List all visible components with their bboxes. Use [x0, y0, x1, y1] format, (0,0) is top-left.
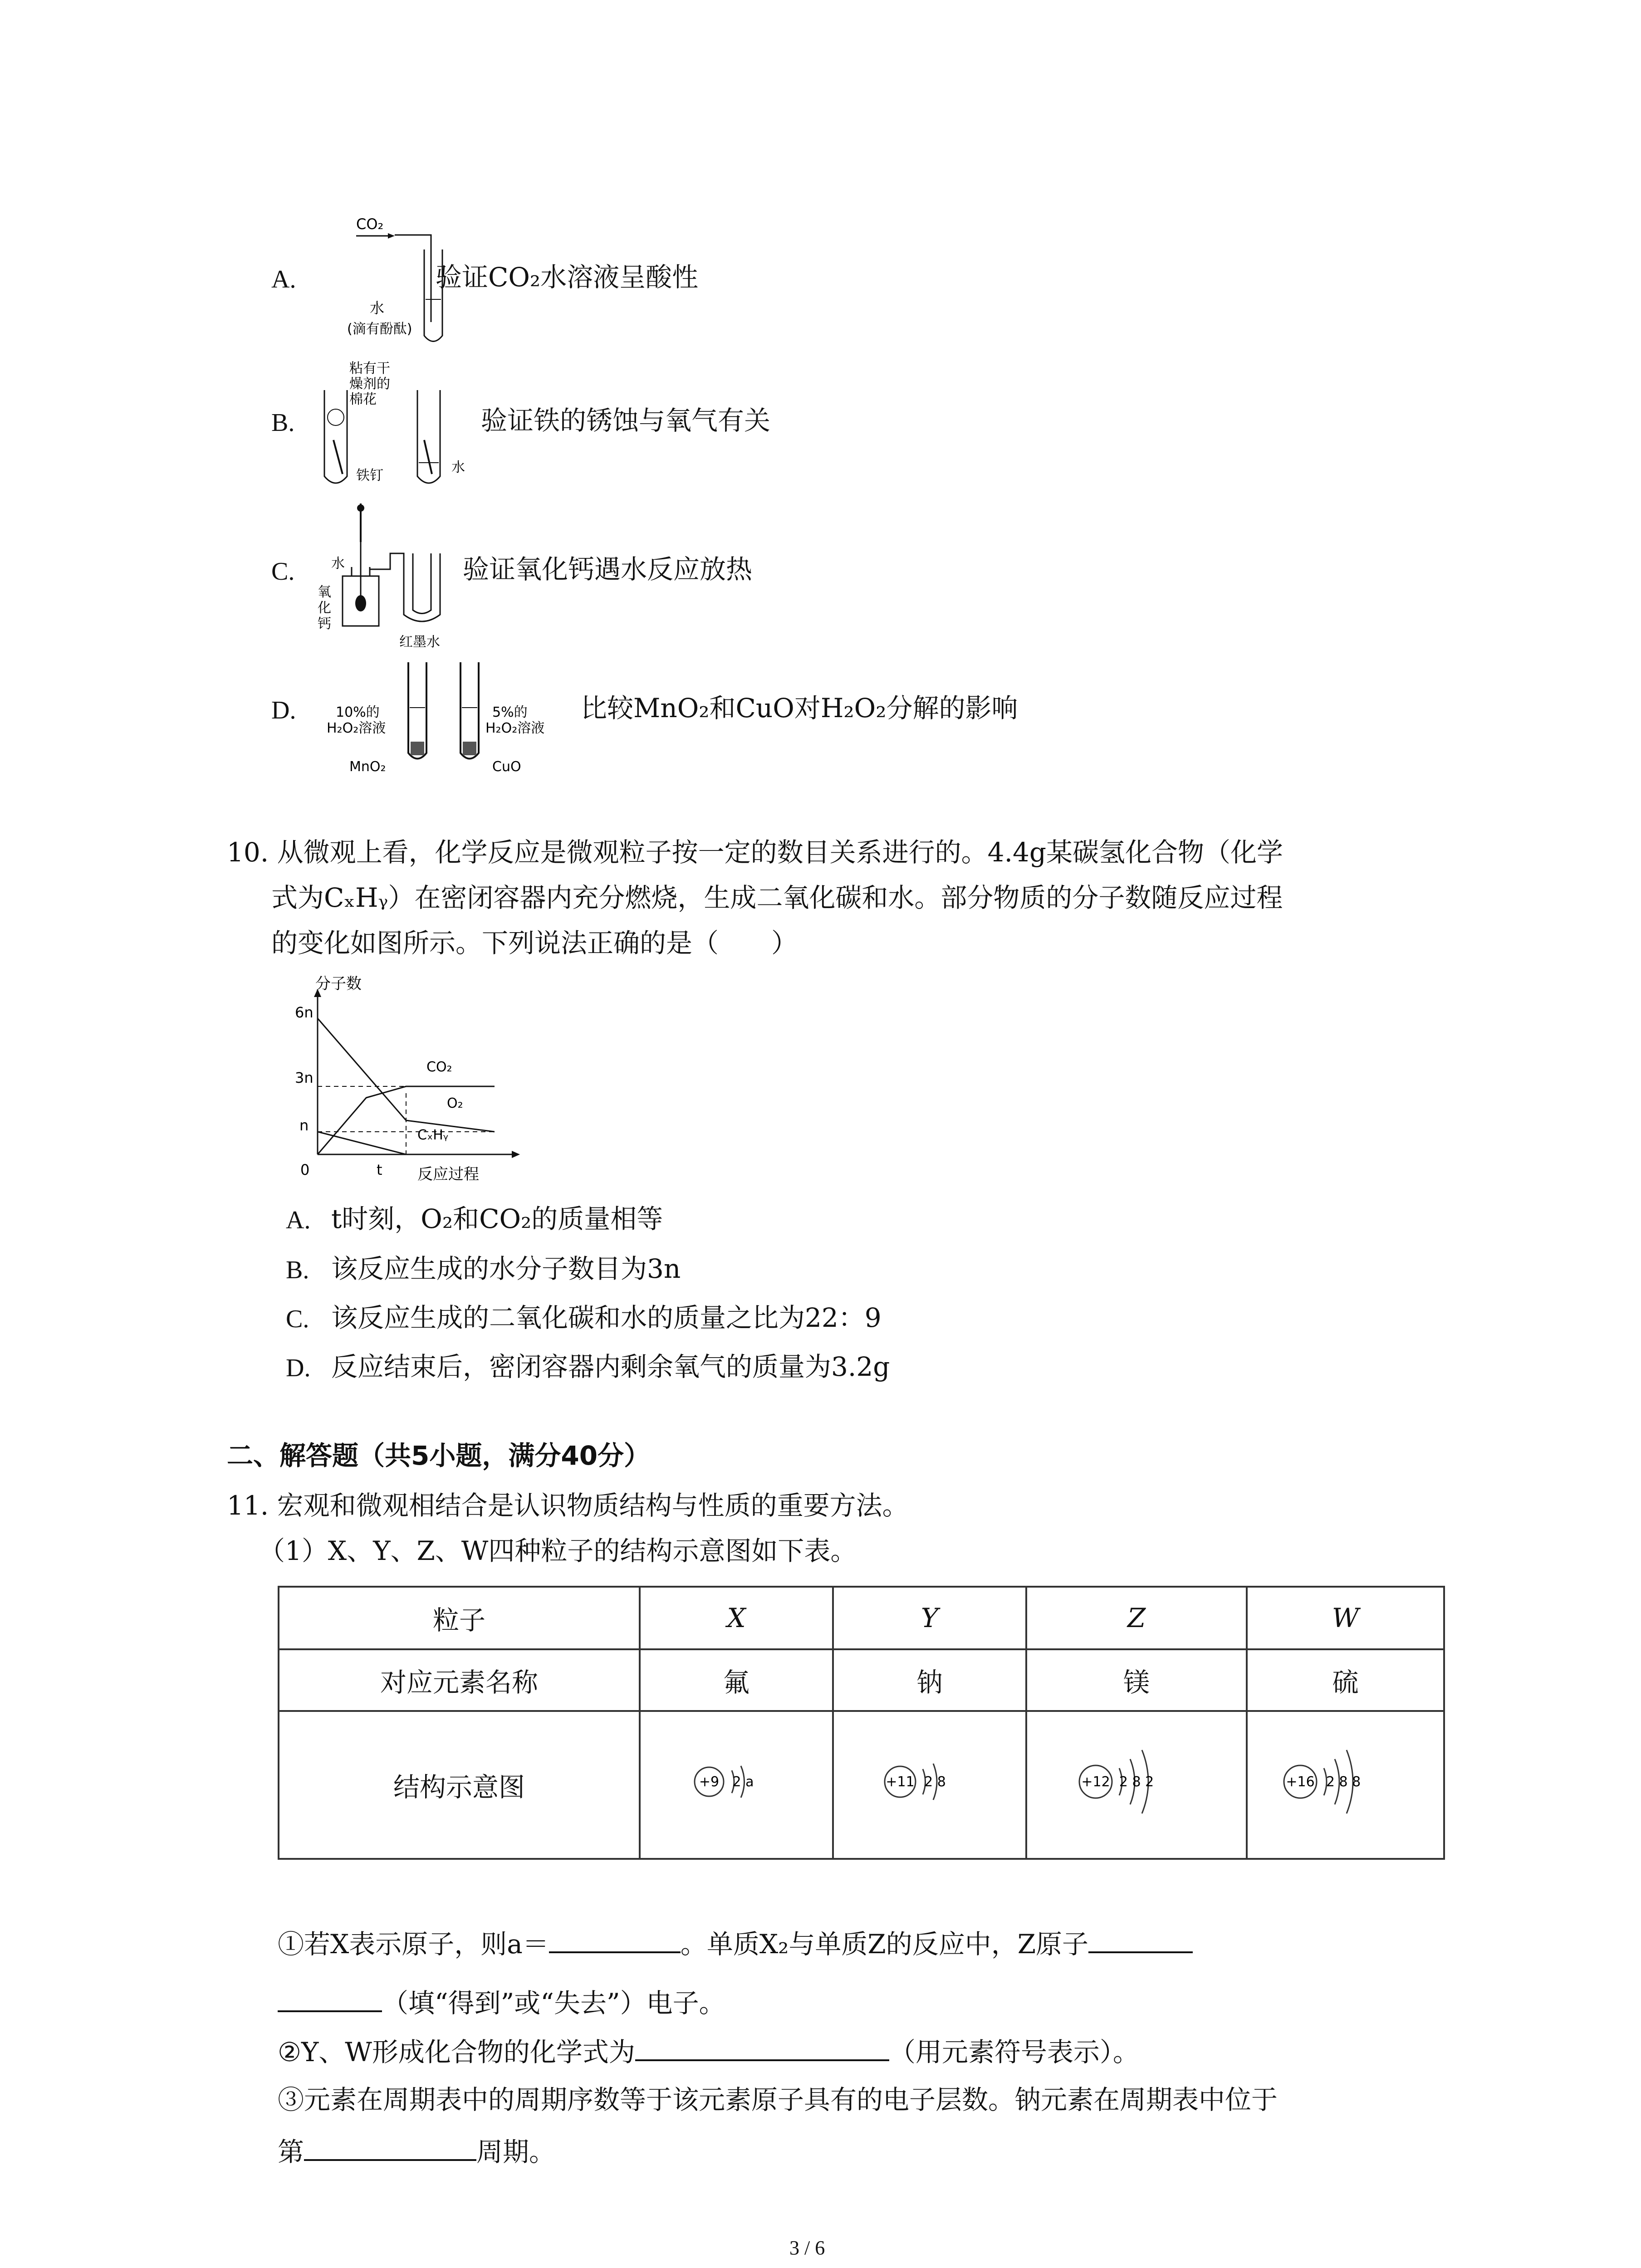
molecule-count-chart [268, 971, 522, 1188]
q11-sub3-line2: 第 周期。 [278, 2136, 556, 2167]
figure-b-iron-rust [309, 358, 481, 494]
option-d-text: 比较MnO₂和CuO对H₂O₂分解的影响 [581, 693, 1018, 723]
structure-diagram-z [1026, 1711, 1247, 1859]
q10-stem-line1: 10. 从微观上看，化学反应是微观粒子按一定的数目关系进行的。4.4g某碳氢化合物（化学 [227, 837, 1283, 868]
chart-ytick-n: n [299, 1117, 309, 1134]
particle-table [278, 1586, 1445, 1860]
svg-text:5%的: 5%的 [492, 704, 528, 720]
option-b-letter: B. [271, 409, 295, 437]
table-header-particle: 粒子 [279, 1587, 640, 1649]
option-b-text: 验证铁的锈蚀与氧气有关 [481, 405, 771, 436]
blank-formula[interactable] [635, 2037, 889, 2061]
svg-text:钙: 钙 [318, 616, 331, 632]
option-c-letter: C. [271, 557, 295, 586]
page-number: 3 / 6 [789, 2237, 825, 2259]
svg-text:粘有干: 粘有干 [349, 361, 390, 376]
figure-c-cao-heat [318, 499, 472, 653]
blank-period[interactable] [304, 2136, 476, 2161]
svg-text:燥剂的: 燥剂的 [349, 376, 390, 392]
svg-text:2 8 2: 2 8 2 [1119, 1774, 1154, 1790]
svg-text:2 8 8: 2 8 8 [1326, 1774, 1361, 1790]
q10-option-d-text: 反应结束后，密闭容器内剩余氧气的质量为3.2g [331, 1351, 890, 1382]
chart-legend-co2: CO₂ [426, 1059, 452, 1075]
table-row-element-name: 对应元素名称 [279, 1649, 640, 1711]
svg-text:+16: +16 [1285, 1774, 1315, 1790]
table-header-x: X [640, 1587, 833, 1649]
q10-option-b-letter: B. [286, 1256, 309, 1284]
svg-text:+11: +11 [886, 1774, 915, 1790]
blank-z-electron-2[interactable] [278, 1988, 382, 2012]
chart-ytick-3n: 3n [295, 1069, 314, 1086]
chart-x-arrow [512, 1151, 520, 1158]
svg-text:铁钉: 铁钉 [356, 468, 383, 484]
element-name-na: 钠 [833, 1649, 1026, 1711]
svg-text:棉花: 棉花 [349, 391, 377, 407]
chart-legend-cxhy: CₓHᵧ [417, 1127, 448, 1143]
q10-option-a-letter: A. [286, 1206, 311, 1234]
q10-stem-line3: 的变化如图所示。下列说法正确的是（ ） [271, 928, 798, 958]
chart-ytick-6n: 6n [295, 1004, 314, 1021]
structure-diagram-w [1247, 1711, 1444, 1859]
svg-text:氧: 氧 [318, 584, 331, 600]
svg-text:化: 化 [318, 600, 331, 616]
q11-part1: （1）X、Y、Z、W四种粒子的结构示意图如下表。 [259, 1535, 857, 1566]
blank-z-electron-1[interactable] [1088, 1929, 1193, 1953]
q11-sub1-line1: ①若X表示原子，则a＝ 。单质X₂与单质Z的反应中，Z原子 [278, 1929, 1193, 1957]
q10-option-c-letter: C. [286, 1305, 309, 1333]
chart-ylabel: 分子数 [315, 975, 362, 993]
chart-series-o2 [318, 1018, 495, 1132]
svg-text:H₂O₂溶液: H₂O₂溶液 [485, 720, 545, 736]
element-name-f: 氟 [640, 1649, 833, 1711]
element-name-s: 硫 [1247, 1649, 1444, 1711]
svg-text:水: 水 [451, 459, 465, 475]
q11-sub2: ②Y、W形成化合物的化学式为 （用元素符号表示）。 [278, 2037, 1139, 2068]
svg-text:2 8: 2 8 [924, 1774, 946, 1790]
option-a-letter: A. [271, 265, 296, 293]
fig-a-gas-label: CO₂ [356, 215, 384, 233]
table-row-structure: 结构示意图 [279, 1711, 640, 1859]
q10-option-b-text: 该反应生成的水分子数目为3n [331, 1253, 681, 1284]
section-title: 二、解答题（共5小题，满分40分） [227, 1440, 651, 1471]
chart-legend-o2: O₂ [447, 1095, 463, 1111]
option-c-text: 验证氧化钙遇水反应放热 [463, 554, 753, 585]
q10-option-c-text: 该反应生成的二氧化碳和水的质量之比为22：9 [331, 1302, 882, 1333]
element-name-mg: 镁 [1026, 1649, 1247, 1711]
q11-sub3-line1: ③元素在周期表中的周期序数等于该元素原子具有的电子层数。钠元素在周期表中位于 [278, 2084, 1278, 2115]
chart-xtick-0: 0 [300, 1161, 310, 1178]
q10-option-a-text: t时刻，O₂和CO₂的质量相等 [331, 1203, 663, 1234]
svg-text:MnO₂: MnO₂ [349, 759, 386, 775]
fig-a-water-note: (滴有酚酞) [347, 321, 412, 337]
svg-text:+12: +12 [1081, 1774, 1110, 1790]
blank-a-value[interactable] [549, 1929, 681, 1953]
table-header-y: Y [833, 1587, 1026, 1649]
option-d-letter: D. [271, 696, 296, 724]
svg-text:CuO: CuO [492, 759, 521, 775]
q11-sub1-line2: （填“得到”或“失去”）电子。 [278, 1988, 725, 2016]
svg-text:H₂O₂溶液: H₂O₂溶液 [327, 720, 386, 736]
q10-option-d-letter: D. [286, 1354, 311, 1382]
structure-diagram-x [640, 1711, 833, 1859]
svg-text:+9: +9 [699, 1774, 720, 1790]
svg-text:10%的: 10%的 [336, 704, 380, 720]
q10-stem-line2: 式为CₓHᵧ）在密闭容器内充分燃烧，生成二氧化碳和水。部分物质的分子数随反应过程 [271, 882, 1283, 913]
svg-text:2 a: 2 a [732, 1774, 754, 1790]
structure-diagram-y [833, 1711, 1026, 1859]
option-a-text: 验证CO₂水溶液呈酸性 [436, 262, 699, 293]
svg-text:红墨水: 红墨水 [399, 634, 440, 650]
chart-xlabel: 反应过程 [417, 1165, 479, 1183]
table-header-w: W [1247, 1587, 1444, 1649]
table-header-z: Z [1026, 1587, 1247, 1649]
svg-text:水: 水 [331, 556, 345, 572]
q11-stem: 11. 宏观和微观相结合是认识物质结构与性质的重要方法。 [227, 1490, 909, 1521]
figure-d-catalyst [327, 653, 581, 785]
chart-xtick-t: t [377, 1161, 382, 1178]
fig-a-water-label: 水 [370, 299, 385, 317]
